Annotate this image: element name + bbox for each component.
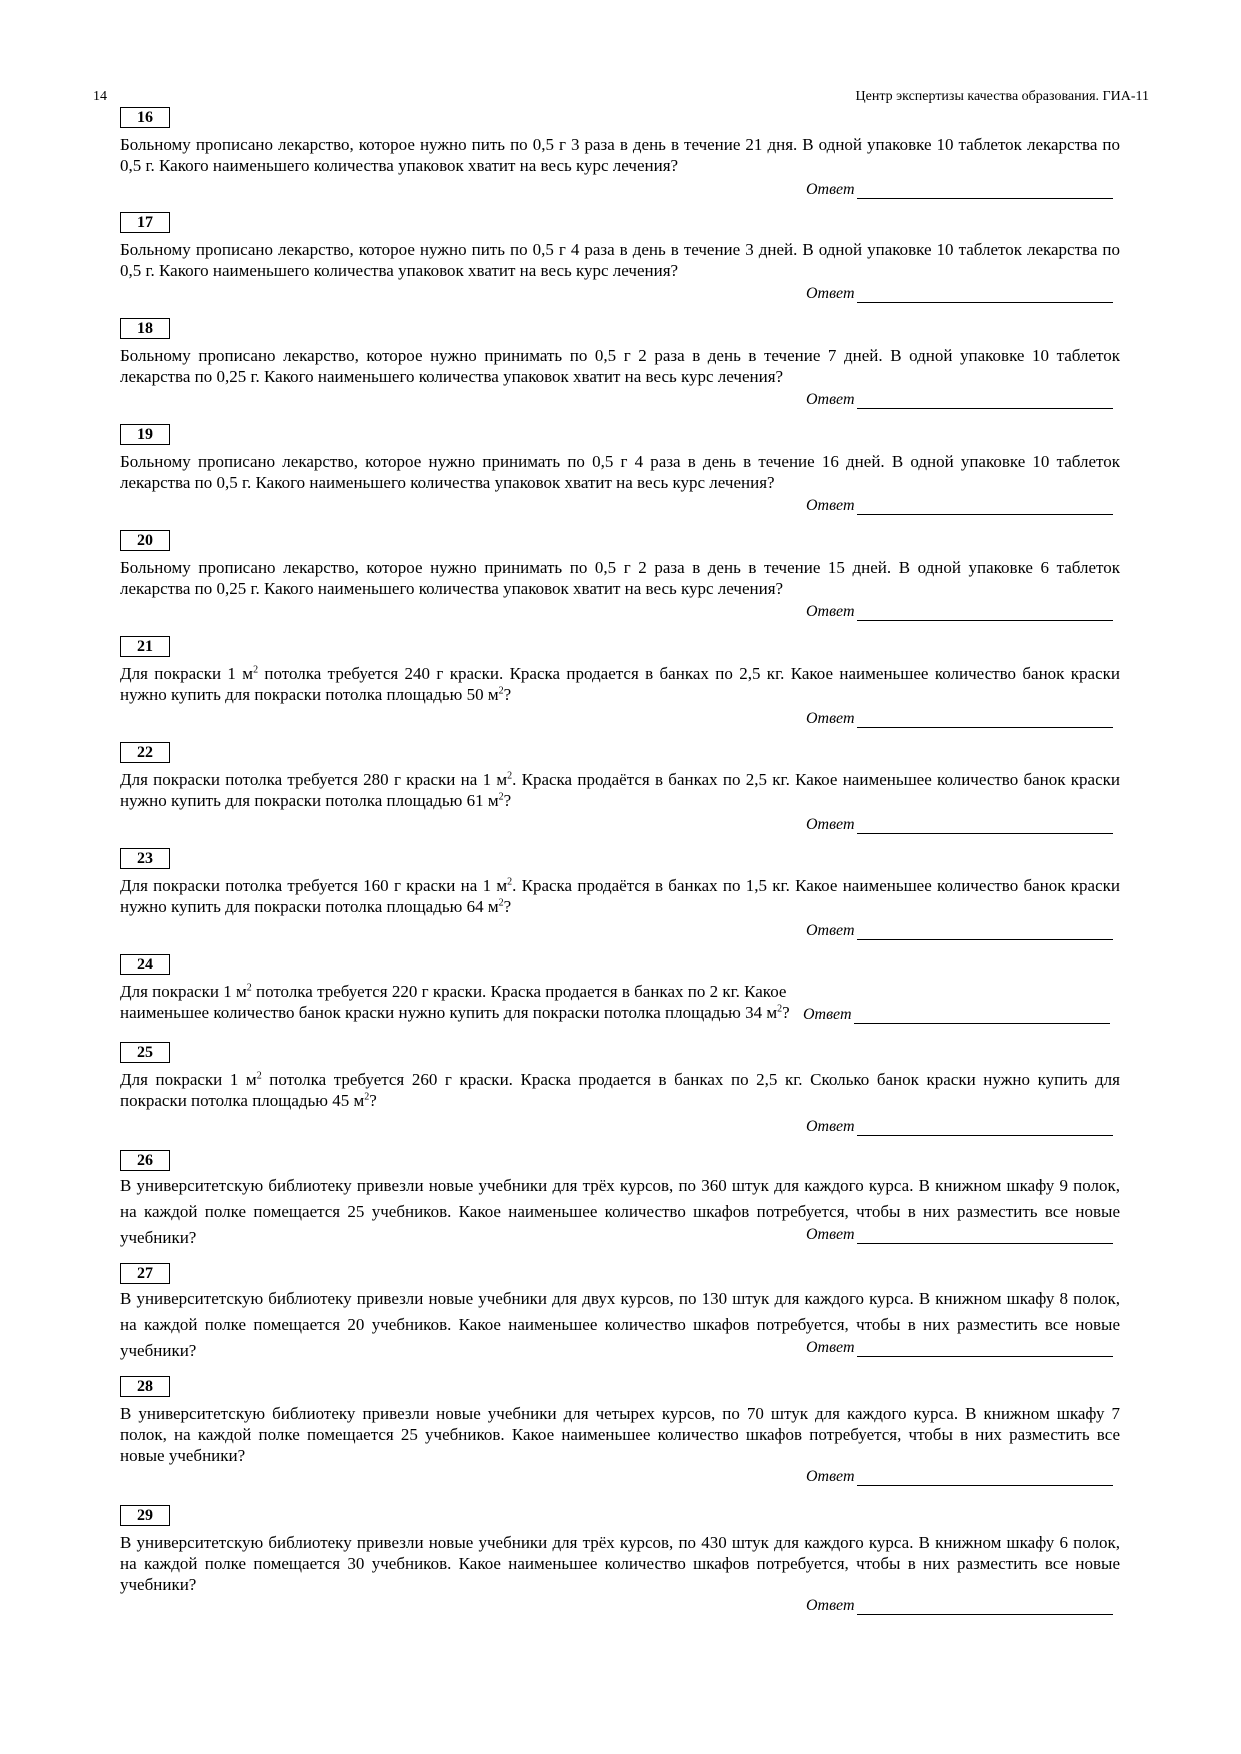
task-number: 22 bbox=[120, 742, 170, 763]
task-number: 23 bbox=[120, 848, 170, 869]
task-text: В университетскую библиотеку привезли новые учебники для четырех курсов, по 70 штук для каждого курса. В книжном шкафу 7 полок, на каждой полке помещается 25 учебников. Какое наименьшее количество шкафов потребуется, чтобы в них разместить все новые учебники? bbox=[120, 1404, 1120, 1465]
task-number: 28 bbox=[120, 1376, 170, 1397]
answer-field[interactable] bbox=[806, 1339, 1113, 1357]
answer-label: Ответ bbox=[806, 816, 855, 833]
task-number: 25 bbox=[120, 1042, 170, 1063]
answer-field[interactable] bbox=[806, 922, 1113, 940]
task-number: 27 bbox=[120, 1263, 170, 1284]
answer-line[interactable] bbox=[854, 1007, 1110, 1024]
answer-line[interactable] bbox=[857, 498, 1113, 515]
answer-field[interactable] bbox=[806, 181, 1113, 199]
answer-label: Ответ bbox=[806, 285, 855, 302]
task-text: Больному прописано лекарство, которое нужно принимать по 0,5 г 2 раза в день в течение 15 дней. В одной упаковке 6 таблеток лекарства по 0,25 г. Какого наименьшего количества упаковок хватит на весь курс лечения? bbox=[120, 558, 1120, 598]
task-text: Для покраски 1 $м^2$ потолка требуется 260 г краски. Краска продается в банках по 2,5 кг. Сколько банок краски нужно купить для покраски потолка площадью 45 $м^2$? bbox=[120, 1070, 1120, 1110]
task-number: 21 bbox=[120, 636, 170, 657]
answer-label: Ответ bbox=[806, 1597, 855, 1614]
answer-label: Ответ bbox=[806, 1118, 855, 1135]
answer-label: Ответ bbox=[806, 1339, 855, 1356]
task-text: Больному прописано лекарство, которое нужно принимать по 0,5 г 2 раза в день в течение 7 дней. В одной упаковке 10 таблеток лекарства по 0,25 г. Какого наименьшего количества упаковок хватит на весь курс лечения? bbox=[120, 346, 1120, 386]
answer-label: Ответ bbox=[806, 1468, 855, 1485]
answer-line[interactable] bbox=[857, 1598, 1113, 1615]
answer-label: Ответ bbox=[803, 1006, 852, 1023]
answer-field[interactable] bbox=[806, 603, 1113, 621]
page-number: 14 bbox=[93, 89, 107, 104]
task-text: Больному прописано лекарство, которое нужно принимать по 0,5 г 4 раза в день в течение 16 дней. В одной упаковке 10 таблеток лекарства по 0,5 г. Какого наименьшего количества упаковок хватит на весь курс лечения? bbox=[120, 452, 1120, 492]
answer-label: Ответ bbox=[806, 497, 855, 514]
answer-line[interactable] bbox=[857, 604, 1113, 621]
answer-field[interactable] bbox=[806, 1468, 1113, 1486]
answer-label: Ответ bbox=[806, 922, 855, 939]
task-number: 17 bbox=[120, 212, 170, 233]
answer-field[interactable] bbox=[806, 1597, 1113, 1615]
task-text: Больному прописано лекарство, которое нужно пить по 0,5 г 3 раза в день в течение 21 дня. В одной упаковке 10 таблеток лекарства по 0,5 г. Какого наименьшего количества упаковок хватит на весь курс лечения? bbox=[120, 135, 1120, 175]
answer-line[interactable] bbox=[857, 817, 1113, 834]
answer-line[interactable] bbox=[857, 923, 1113, 940]
answer-line[interactable] bbox=[857, 1469, 1113, 1486]
answer-field[interactable] bbox=[806, 391, 1113, 409]
task-text: Для покраски потолка требуется 160 г краски на 1 $м^2$. Краска продаётся в банках по 1,5 кг. Какое наименьшее количество банок краски нужно купить для покраски потолка площадью 64 $м^2$? bbox=[120, 876, 1120, 916]
task-text: В университетскую библиотеку привезли новые учебники для трёх курсов, по 430 штук для каждого курса. В книжном шкафу 6 полок, на каждой полке помещается 30 учебников. Какое наименьшее количество шкафов потребуется, чтобы в них разместить все новые учебники? bbox=[120, 1533, 1120, 1594]
task-text: Для покраски 1 $м^2$ потолка требуется 240 г краски. Краска продается в банках по 2,5 кг. Какое наименьшее количество банок краски нужно купить для покраски потолка площадью 50 $м^2$? bbox=[120, 664, 1120, 704]
answer-label: Ответ bbox=[806, 710, 855, 727]
page-header-title: Центр экспертизы качества образования. ГИА-11 bbox=[855, 89, 1149, 104]
task-text: В университетскую библиотеку привезли новые учебники для двух курсов, по 130 штук для каждого курса. В книжном шкафу 8 полок, на каждой полке помещается 20 учебников. Какое наименьшее количество шкафов потребуется, чтобы в них разместить все новые учебники? bbox=[120, 1289, 1120, 1360]
answer-field[interactable] bbox=[806, 710, 1113, 728]
task-number: 20 bbox=[120, 530, 170, 551]
answer-line[interactable] bbox=[857, 392, 1113, 409]
task-text: Для покраски 1 $м^2$ потолка требуется 220 г краски. Краска продается в банках по 2 кг. Какое наименьшее количество банок краски нужно купить для покраски потолка площадью 34 $м^2$? bbox=[120, 982, 790, 1022]
answer-line[interactable] bbox=[857, 1227, 1113, 1244]
task-number: 24 bbox=[120, 954, 170, 975]
answer-field[interactable] bbox=[806, 816, 1113, 834]
task-text: В университетскую библиотеку привезли новые учебники для трёх курсов, по 360 штук для каждого курса. В книжном шкафу 9 полок, на каждой полке помещается 25 учебников. Какое наименьшее количество шкафов потребуется, чтобы в них разместить все новые учебники? bbox=[120, 1176, 1120, 1247]
answer-line[interactable] bbox=[857, 286, 1113, 303]
task-text: Больному прописано лекарство, которое нужно пить по 0,5 г 4 раза в день в течение 3 дней. В одной упаковке 10 таблеток лекарства по 0,5 г. Какого наименьшего количества упаковок хватит на весь курс лечения? bbox=[120, 240, 1120, 280]
task-number: 26 bbox=[120, 1150, 170, 1171]
answer-label: Ответ bbox=[806, 391, 855, 408]
answer-label: Ответ bbox=[806, 1226, 855, 1243]
answer-field[interactable] bbox=[806, 1226, 1113, 1244]
answer-field[interactable] bbox=[806, 497, 1113, 515]
answer-line[interactable] bbox=[857, 711, 1113, 728]
answer-label: Ответ bbox=[806, 181, 855, 198]
task-number: 18 bbox=[120, 318, 170, 339]
answer-line[interactable] bbox=[857, 1340, 1113, 1357]
task-number: 29 bbox=[120, 1505, 170, 1526]
answer-field[interactable] bbox=[803, 1006, 1110, 1024]
answer-line[interactable] bbox=[857, 182, 1113, 199]
answer-field[interactable] bbox=[806, 1118, 1113, 1136]
task-number: 16 bbox=[120, 107, 170, 128]
answer-line[interactable] bbox=[857, 1119, 1113, 1136]
answer-field[interactable] bbox=[806, 285, 1113, 303]
task-number: 19 bbox=[120, 424, 170, 445]
answer-label: Ответ bbox=[806, 603, 855, 620]
task-text: Для покраски потолка требуется 280 г краски на 1 $м^2$. Краска продаётся в банках по 2,5 кг. Какое наименьшее количество банок краски нужно купить для покраски потолка площадью 61 $м^2$? bbox=[120, 770, 1120, 810]
